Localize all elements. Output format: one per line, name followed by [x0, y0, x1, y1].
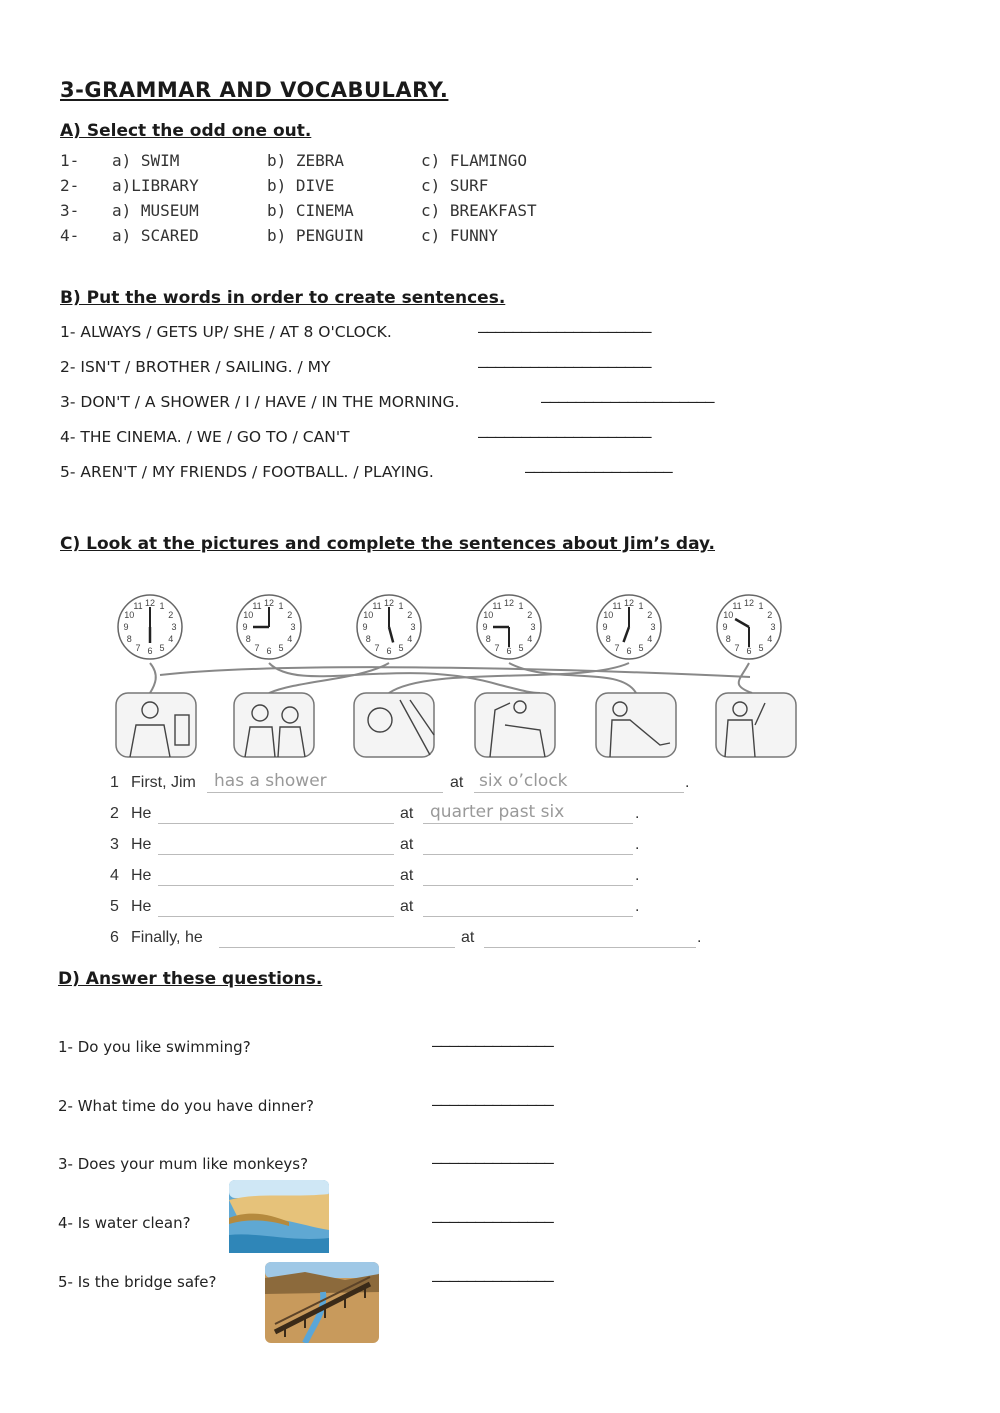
c-time-line[interactable] [423, 916, 633, 917]
clock-number: 4 [407, 634, 413, 644]
clock-number: 9 [722, 622, 728, 632]
c-time-line[interactable] [423, 854, 633, 855]
clock-number: 3 [290, 622, 296, 632]
a-option: a)LIBRARY [112, 176, 199, 195]
c-time-line[interactable] [484, 947, 696, 948]
clock-number: 9 [362, 622, 368, 632]
section-c-heading: C) Look at the pictures and complete the sentences about Jim’s day. [60, 534, 716, 554]
clock-number: 2 [647, 610, 653, 620]
c-option: c) BREAKFAST [421, 201, 537, 220]
d-answer-line[interactable]: —————————————— [432, 1036, 553, 1055]
clock-number: 12 [623, 598, 635, 608]
clock-number: 4 [767, 634, 773, 644]
c-row-num: 5 [110, 898, 119, 915]
c-row-lead: He [131, 805, 152, 822]
clock-number: 7 [254, 642, 260, 653]
clock-number: 7 [494, 642, 500, 653]
page-title: 3-GRAMMAR AND VOCABULARY. [60, 78, 449, 102]
c-answer: has a shower [214, 771, 327, 791]
clock-number: 10 [363, 610, 374, 620]
clock-number: 8 [725, 634, 731, 644]
a-row-num: 1- [60, 151, 80, 170]
c-answer-line[interactable] [158, 823, 394, 824]
b-option: b) CINEMA [267, 201, 354, 220]
clock-number: 1 [758, 601, 764, 612]
section-a-heading: A) Select the odd one out. [60, 121, 312, 141]
c-at: at [450, 774, 464, 791]
bridge-picture [265, 1262, 379, 1343]
clock-number: 2 [168, 610, 174, 620]
clock-number: 12 [743, 598, 755, 608]
c-time: quarter past six [430, 802, 565, 822]
clock-number: 5 [758, 642, 764, 653]
c-time-line[interactable] [423, 885, 633, 886]
clock-number: 9 [123, 622, 129, 632]
clock-number: 5 [159, 642, 165, 653]
clock-number: 12 [383, 598, 395, 608]
section-b-heading: B) Put the words in order to create sentences. [60, 288, 506, 308]
c-time: six o’clock [479, 771, 568, 791]
clock-number: 6 [626, 646, 632, 656]
c-end: . [635, 805, 640, 822]
d-question: 4- Is water clean? [58, 1214, 191, 1232]
c-row-lead: He [131, 836, 152, 853]
clock-number: 4 [527, 634, 533, 644]
clock-number: 1 [159, 601, 165, 612]
b-answer-line[interactable]: ———————————————————— [478, 357, 651, 376]
c-row-lead: First, Jim [131, 774, 196, 791]
clock-number: 10 [124, 610, 135, 620]
clock-number: 7 [135, 642, 141, 653]
d-answer-line[interactable]: —————————————— [432, 1271, 553, 1290]
c-at: at [400, 867, 414, 884]
c-row-num: 2 [110, 805, 119, 822]
clock-number: 2 [407, 610, 413, 620]
d-answer-line[interactable]: —————————————— [432, 1212, 553, 1231]
clock-number: 9 [602, 622, 608, 632]
clock-number: 8 [365, 634, 371, 644]
c-at: at [400, 836, 414, 853]
clock-number: 11 [372, 601, 382, 612]
d-question: 5- Is the bridge safe? [58, 1273, 217, 1291]
clock-number: 8 [126, 634, 132, 644]
clock-number: 10 [483, 610, 494, 620]
c-time-line[interactable] [423, 823, 633, 824]
clock-number: 3 [530, 622, 536, 632]
d-answer-line[interactable]: —————————————— [432, 1153, 553, 1172]
b-answer-line[interactable]: ———————————————————— [541, 392, 714, 411]
clock-number: 3 [770, 622, 776, 632]
b-option: b) DIVE [267, 176, 335, 195]
clock-number: 7 [374, 642, 380, 653]
b-answer-line[interactable]: ———————————————————— [478, 322, 651, 341]
c-at: at [400, 898, 414, 915]
clock-number: 7 [734, 642, 740, 653]
c-option: c) FUNNY [421, 226, 499, 245]
clock-number: 2 [527, 610, 533, 620]
c-time-line[interactable] [474, 792, 684, 793]
c-end: . [697, 929, 702, 946]
clock-number: 9 [242, 622, 248, 632]
clock-number: 6 [506, 646, 512, 656]
clock-number: 5 [278, 642, 284, 653]
clock-number: 4 [287, 634, 293, 644]
c-answer-line[interactable] [219, 947, 455, 948]
clock-number: 12 [263, 598, 275, 608]
beach-picture [229, 1180, 329, 1253]
section-d-heading: D) Answer these questions. [58, 969, 323, 989]
c-row-num: 4 [110, 867, 119, 884]
clock-number: 11 [133, 601, 143, 612]
c-row-num: 6 [110, 929, 119, 946]
clock-number: 1 [638, 601, 644, 612]
d-question: 3- Does your mum like monkeys? [58, 1155, 309, 1173]
c-answer-line[interactable] [158, 916, 394, 917]
clock-number: 11 [492, 601, 502, 612]
clock-number: 2 [287, 610, 293, 620]
c-end: . [635, 867, 640, 884]
clock-number: 3 [410, 622, 416, 632]
clock-number: 9 [482, 622, 488, 632]
clock-number: 8 [485, 634, 491, 644]
d-question: 1- Do you like swimming? [58, 1038, 251, 1056]
clock-number: 12 [503, 598, 515, 608]
c-row-lead: He [131, 867, 152, 884]
clock-number: 10 [603, 610, 614, 620]
a-option: a) SWIM [112, 151, 180, 170]
c-option: c) SURF [421, 176, 489, 195]
c-answer-line[interactable] [158, 854, 394, 855]
clock-number: 8 [605, 634, 611, 644]
clock-number: 3 [650, 622, 656, 632]
a-row-num: 4- [60, 226, 80, 245]
d-answer-line[interactable]: —————————————— [432, 1095, 553, 1114]
b-answer-line[interactable]: ———————————————————— [478, 427, 651, 446]
clock-number: 4 [647, 634, 653, 644]
clock-number: 6 [386, 646, 392, 656]
clock-number: 5 [638, 642, 644, 653]
clock-number: 3 [171, 622, 177, 632]
clock-number: 4 [168, 634, 174, 644]
c-row-num: 1 [110, 774, 119, 791]
c-end: . [635, 836, 640, 853]
clock-number: 11 [732, 601, 742, 612]
b-option: b) PENGUIN [267, 226, 364, 245]
b-option: b) ZEBRA [267, 151, 345, 170]
jims-day-illustration [100, 585, 820, 765]
clock-number: 11 [252, 601, 262, 612]
b-answer-line[interactable]: ————————————————— [525, 462, 672, 481]
a-option: a) SCARED [112, 226, 199, 245]
c-answer-line[interactable] [207, 792, 443, 793]
clock-number: 6 [147, 646, 153, 656]
b-sentence: 1- ALWAYS / GETS UP/ SHE / AT 8 O'CLOCK. [60, 323, 392, 341]
b-sentence: 2- ISN'T / BROTHER / SAILING. / MY [60, 358, 331, 376]
d-question: 2- What time do you have dinner? [58, 1097, 314, 1115]
clock-number: 5 [398, 642, 404, 653]
clock-number: 6 [746, 646, 752, 656]
b-sentence: 4- THE CINEMA. / WE / GO TO / CAN'T [60, 428, 350, 446]
picture-shower [354, 693, 434, 757]
clock-number: 10 [243, 610, 254, 620]
c-end: . [685, 774, 690, 791]
clock-number: 7 [614, 642, 620, 653]
c-row-num: 3 [110, 836, 119, 853]
c-at: at [461, 929, 475, 946]
clock-number: 5 [518, 642, 524, 653]
clock-number: 1 [278, 601, 284, 612]
c-end: . [635, 898, 640, 915]
c-row-lead: He [131, 898, 152, 915]
a-option: a) MUSEUM [112, 201, 199, 220]
clock-number: 6 [266, 646, 272, 656]
a-row-num: 3- [60, 201, 80, 220]
clock-number: 12 [144, 598, 156, 608]
clock-number: 1 [398, 601, 404, 612]
clock-number: 8 [245, 634, 251, 644]
c-answer-line[interactable] [158, 885, 394, 886]
c-option: c) FLAMINGO [421, 151, 527, 170]
clock-number: 11 [612, 601, 622, 612]
clock-number: 10 [723, 610, 734, 620]
c-at: at [400, 805, 414, 822]
clock-row [118, 595, 781, 659]
c-row-lead: Finally, he [131, 929, 203, 946]
clock-number: 2 [767, 610, 773, 620]
clock-number: 1 [518, 601, 524, 612]
a-row-num: 2- [60, 176, 80, 195]
b-sentence: 3- DON'T / A SHOWER / I / HAVE / IN THE MORNING. [60, 393, 460, 411]
b-sentence: 5- AREN'T / MY FRIENDS / FOOTBALL. / PLAYING. [60, 463, 434, 481]
